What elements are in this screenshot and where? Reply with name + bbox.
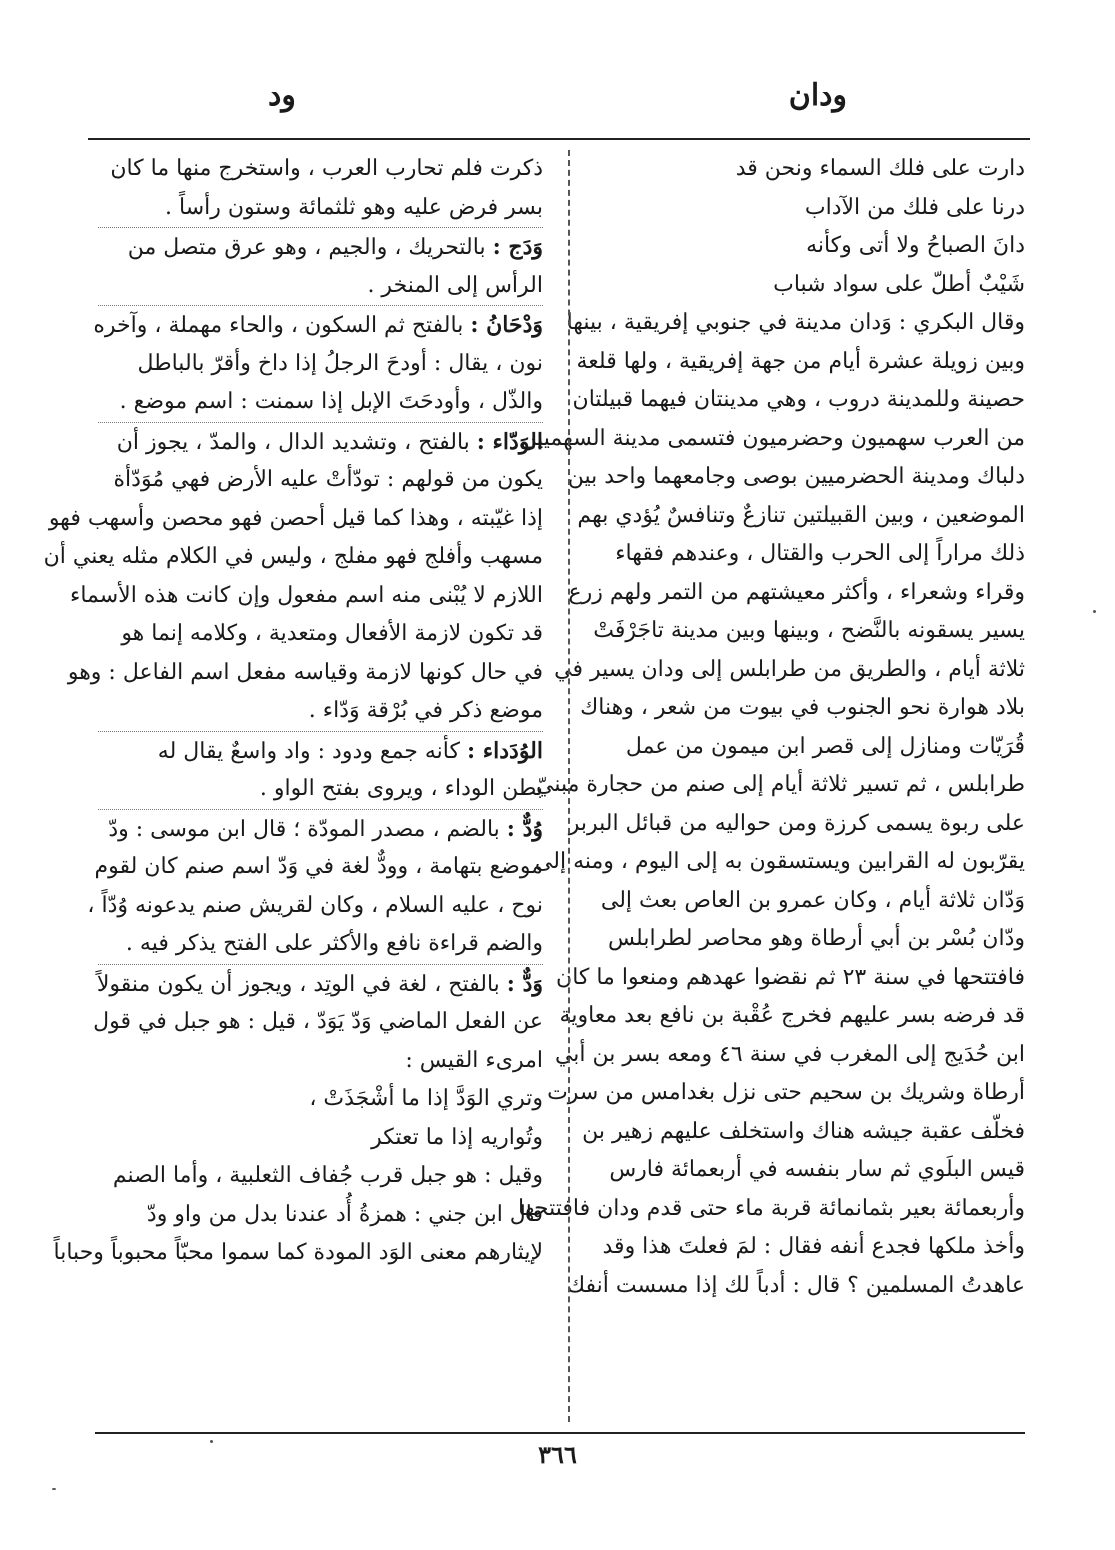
running-header-left: ود [268, 78, 296, 113]
text-line: وقيل : هو جبل قرب جُفاف الثعلبية ، وأما الصنم [112, 1163, 543, 1188]
text-line: ثلاثة أيام ، والطريق من طرابلس إلى ودان يسير في [554, 656, 1025, 682]
text-line: وأخذ ملكها فجدع أنفه فقال : لمَ فعلتَ هذا وقد [602, 1234, 1025, 1259]
column-divider [568, 150, 570, 1422]
footer-rule [95, 1432, 1025, 1434]
text-line: من العرب سهميون وحضرميون فتسمى مدينة السهميين [520, 425, 1025, 451]
page-number: ٣٦٦ [538, 1440, 577, 1469]
entry-headword: وُدٌّ : [506, 815, 543, 842]
entry-wadadaa [98, 732, 543, 771]
entry-wadhan [93, 306, 543, 345]
poem-verse: دارت على فلك السماء ونحن قد [735, 156, 1025, 181]
poem-verse: وتري الوَدَّ إذا ما أشْجَذَتْ ، [309, 1086, 543, 1111]
text-line: ابن حُدَيج إلى المغرب في سنة ٤٦ ومعه بسر بن أبي [554, 1041, 1025, 1067]
entry-headword: الوَدّاء : [476, 428, 543, 455]
text-line: مسهب وأفلج فهو مفلج ، وليس في الكلام مثله يعني أن [43, 544, 543, 569]
text-line: والذّل ، وأودحَتَ الإبل إذا سمنت : اسم موضع . [119, 389, 543, 414]
text-line: يكون من قولهم : تودّأتْ عليه الأرض فهي مُوَدّأة [113, 467, 543, 492]
text-line: عن الفعل الماضي وَدّ يَوَدّ ، قيل : هو جبل في قول [93, 1009, 543, 1034]
text-line: وبين زويلة عشرة أيام من جهة إفريقية ، ولها قلعة [576, 348, 1025, 374]
text-line: اللازم لا يُبْنى منه اسم مفعول وإن كانت هذه الأسماء [69, 582, 543, 608]
text-line: موضع ذكر في بُرْقة وَدّاء . [308, 698, 543, 723]
text-line: قُرَيّات ومنازل إلى قصر ابن ميمون من عمل [625, 733, 1025, 759]
text-line: ودّان بُسْر بن أبي أرطاة وهو محاصر لطرابلس [607, 926, 1025, 951]
text-line: إذا غيّبته ، وهذا كما قيل أحصن فهو محصن وأسهب فهو [48, 505, 543, 531]
text-line: وأربعمائة بعير بثمانمائة قربة ماء حتى قدم ودان فافتتحها [518, 1195, 1025, 1221]
entry-text: بالتحريك ، والجيم ، وهو عرق متصل من [127, 235, 486, 260]
text-line: دلباك ومدينة الحضرميين بوصى وجامعهما واحد بين [567, 464, 1025, 489]
text-line: نون ، يقال : أودحَ الرجلُ إذا داخ وأقرّ بالباطل [137, 350, 543, 376]
entry-wudd [98, 810, 543, 849]
header-rule [88, 138, 1030, 140]
text-line: على ربوة يسمى كرزة ومن حواليه من قبائل البربر [568, 810, 1025, 836]
poem-verse: درنا على فلك من الآداب [804, 194, 1025, 220]
text-line: لإيثارهم معنى الوَد المودة كما سموا محبّاً محبوباً وحباباً [53, 1240, 543, 1265]
text-line: امرىء القيس : [405, 1047, 543, 1073]
text-line: الموضعين ، وبين القبيلتين تنازعٌ وتنافسٌ يُؤدي بهم [577, 502, 1025, 528]
text-line: يسير يسقونه بالنَّضح ، وبينها وبين مدينة تاجَرْفَتْ [593, 618, 1025, 643]
text-line: موضع بتهامة ، وودٌّ لغة في وَدّ اسم صنم كان لقوم [94, 854, 543, 879]
entry-headword: الوُدَداء : [466, 737, 543, 764]
text-line: قيس البلَوي ثم سار بنفسه في أربعمائة فارس [609, 1157, 1025, 1182]
text-line: وقال البكري : وَدان مدينة في جنوبي إفريقية ، بينها [566, 310, 1025, 335]
text-line: بلاد هوارة نحو الجنوب في بيوت من شعر ، وهناك [580, 695, 1025, 720]
scan-speck [1093, 610, 1096, 613]
text-line: عاهدتُ المسلمين ؟ قال : أدباً لك إذا مسست أنفك [566, 1272, 1025, 1298]
entry-headword: وَدَج : [492, 234, 543, 260]
text-line: الرأس إلى المنخر . [367, 272, 543, 298]
scan-speck [210, 1440, 213, 1443]
poem-verse: دانَ الصباحُ ولا أتى وكأنه [806, 233, 1025, 258]
entry-wadd [98, 965, 543, 1004]
left-column [43, 150, 543, 1425]
poem-verse: شَيْبٌ أطلّ على سواد شباب [773, 271, 1025, 297]
entry-text: بالفتح ثم السكون ، والحاء مهملة ، وآخره [93, 313, 464, 338]
text-line: أرطاة وشريك بن سحيم حتى نزل بغدامس من سرت [547, 1080, 1025, 1105]
text-line: وقراء وشعراء ، وأكثر معيشتهم من التمر ولهم زرع [568, 579, 1025, 605]
text-line: في حال كونها لازمة وقياسه مفعل اسم الفاعل : وهو [67, 659, 543, 685]
text-line: ذكرت فلم تحارب العرب ، واستخرج منها ما كان [110, 156, 543, 181]
text-line: طرابلس ، ثم تسير ثلاثة أيام إلى صنم من حجارة مبنيّ [536, 772, 1025, 797]
entry-text: كأنه جمع ودود : واد واسعٌ يقال له [157, 738, 460, 764]
poem-verse: وتُواريه إذا ما تعتكر [371, 1124, 543, 1150]
right-column [518, 150, 1025, 1425]
entry-text: بالفتح ، لغة في الوتِد ، ويجوز أن يكون منقولاً [96, 971, 500, 997]
entry-text: بالضم ، مصدر المودّة ؛ قال ابن موسى : ودّ [108, 816, 500, 842]
text-line: ذلك مراراً إلى الحرب والقتال ، وعندهم فقهاء [615, 541, 1025, 566]
running-header-right: ودان [788, 78, 847, 113]
entry-wadaj [98, 228, 543, 267]
entry-text: بالفتح ، وتشديد الدال ، والمدّ ، يجوز أن [116, 429, 470, 455]
text-line: بطن الوداء ، ويروى بفتح الواو . [259, 776, 543, 801]
text-line: نوح ، عليه السلام ، وكان لقريش صنم يدعونه وُدّاً ، [87, 892, 543, 918]
entry-headword: وَدْحَانُ : [470, 312, 543, 338]
text-line: حصينة وللمدينة دروب ، وهي مدينتان فيهما قبيلتان [572, 387, 1025, 412]
text-line: والضم قراءة نافع والأكثر على الفتح يذكر فيه . [125, 931, 543, 956]
text-line: فافتتحها في سنة ٢٣ ثم نقضوا عهدهم ومنعوا ما كان [556, 964, 1025, 990]
entry-headword: وَدٌّ : [506, 970, 543, 997]
text-line: قد فرضه بسر عليهم فخرج عُقْبة بن نافع بعد معاوية [559, 1003, 1025, 1028]
entry-waddaa [98, 423, 543, 462]
text-line: بسر فرض عليه وهو ثلثمائة وستون رأساً . [165, 194, 543, 220]
scan-speck [52, 1488, 56, 1490]
text-line: فخلّف عقبة جيشه هناك واستخلف عليهم زهير بن [582, 1118, 1025, 1144]
text-line: يقرّبون له القرابين ويستسقون به إلى اليوم ، ومنه إلى [534, 849, 1025, 874]
text-line: وَدّان ثلاثة أيام ، وكان عمرو بن العاص بعث إلى [600, 887, 1025, 913]
text-line: قد تكون لازمة الأفعال ومتعدية ، وكلامه إنما هو [121, 621, 543, 646]
text-line: قال ابن جني : همزةُ أُد عندنا بدل من واو ودّ [146, 1201, 543, 1227]
